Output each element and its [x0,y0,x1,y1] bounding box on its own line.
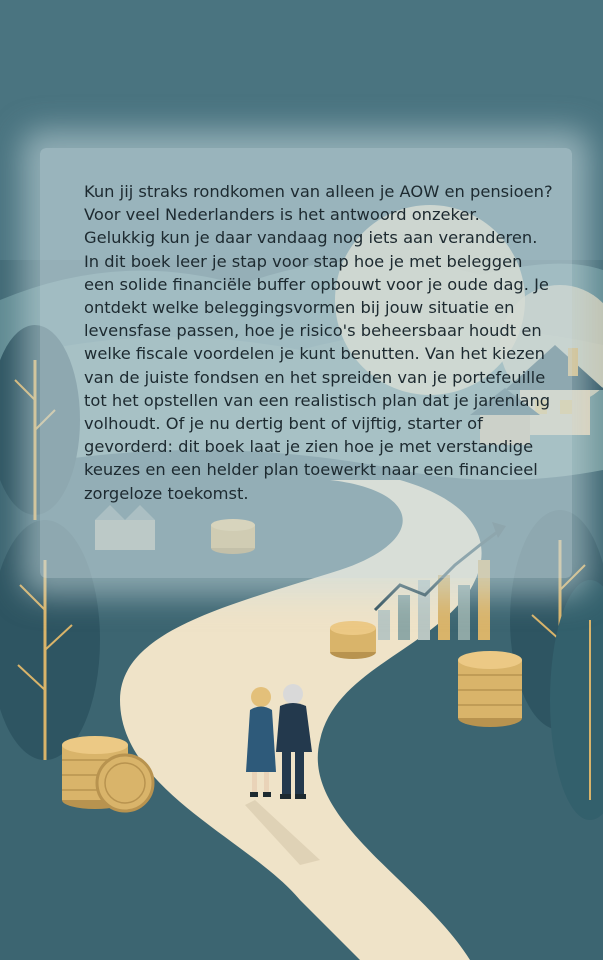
back-cover-blurb: Kun jij straks rondkomen van alleen je AOW en pensioen? Voor veel Nederlanders is het antwoord onzeker. Gelukkig kun je daar vandaag nog iets aan veranderen. In dit boek leer je stap voor stap hoe je met beleggen een solide financiële buffer opbouwt voor je oude dag. Je ontdekt welke beleggingsvormen bij jouw situatie en levensfase passen, hoe je risico's beheersbaar houdt en welke fiscale voordelen je kunt benutten. Van het kiezen van de juiste fondsen en het spreiden van je portefeuille tot het opstellen van een realistisch plan dat je jarenlang volhoudt. Of je nu dertig bent of vijftig, starter of gevorderd: dit boek laat je zien hoe je met verstandige keuzes en een helder plan toewerkt naar een financieel zorgeloze toekomst. [84,182,553,503]
coin-stack-icon [330,621,376,659]
coin-stack-icon [458,651,522,727]
